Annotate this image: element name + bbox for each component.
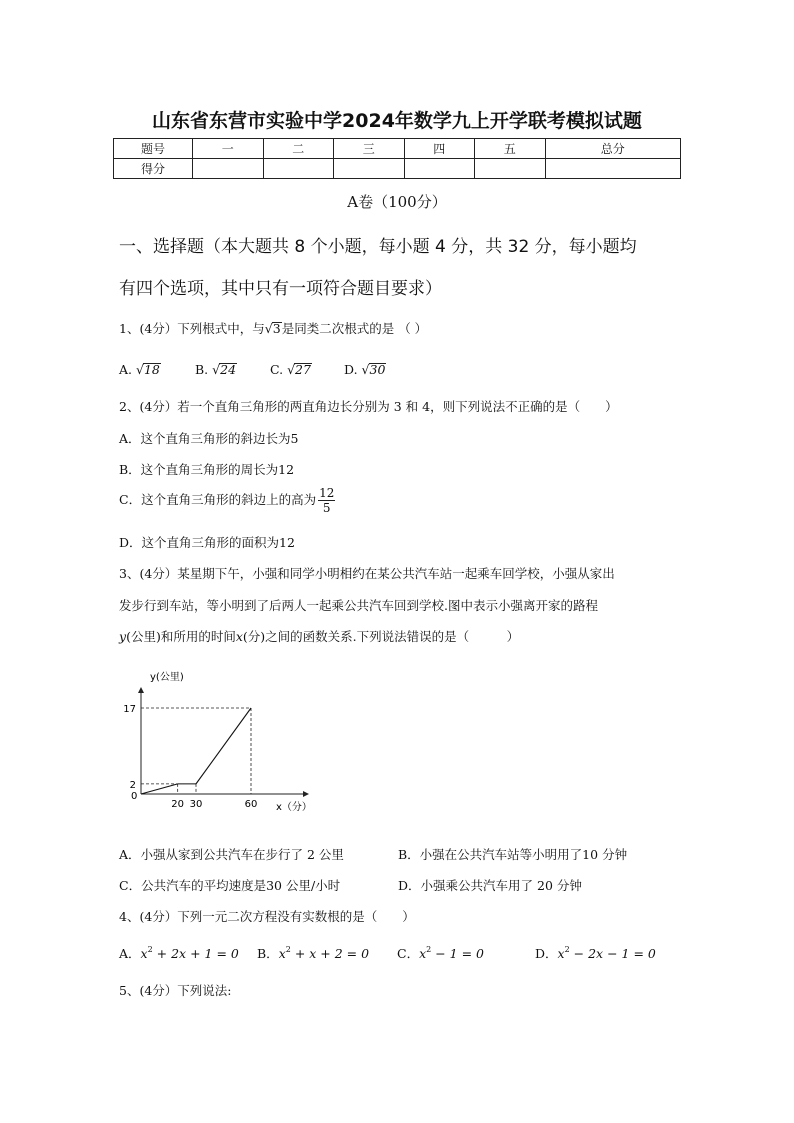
section-heading-line1: 一、选择题（本大题共 8 个小题，每小题 4 分，共 32 分，每小题均 [119,237,637,257]
section-heading-line2: 有四个选项，其中只有一项符合题目要求） [119,279,442,299]
x-axis-label: x（分） [276,802,312,813]
table-row [114,139,681,159]
question-4-option-a: A．$x^2 + 2x + 1 = 0$ [119,945,239,961]
table-cell: 四 [404,139,475,159]
volume-heading: A卷（100分） [347,193,447,211]
table-cell: 三 [334,139,405,159]
question-3-option-d: D．小强乘公共汽车用了 20 分钟 [398,878,582,893]
question-3-line2: 发步行到车站，等小明到了后两人一起乘公共汽车回到学校.图中表示小强离开家的路程 [119,598,598,613]
question-1-option-a: A. √18 [119,362,160,377]
y-axis-label: y(公里) [150,672,184,683]
distance-time-graph [110,660,340,820]
score-cell [263,159,334,179]
fraction: $\frac{12}{5}$ [319,486,335,515]
question-2-option-c: C．这个直角三角形的斜边上的高为 $\frac{12}{5}$ [119,486,335,515]
question-1-option-b: B. √24 [195,362,237,377]
question-2-stem: 2、(4分）若一个直角三角形的两直角边长分别为 3 和 4，则下列说法不正确的是（ ） [119,399,618,414]
question-4-stem: 4、(4分）下列一元二次方程没有实数根的是（ ） [119,909,415,924]
question-2-option-d: D．这个直角三角形的面积为12 [119,535,295,550]
question-4-option-d: D．$x^2 - 2x - 1 = 0$ [535,945,656,961]
table-cell: 得分 [114,159,193,179]
question-1-option-d: D. √30 [344,362,386,377]
question-3-option-b: B．小强在公共汽车站等小明用了10 分钟 [398,847,628,862]
score-cell [545,159,681,179]
question-1-option-c: C. √27 [270,362,311,377]
score-cell [193,159,264,179]
table-cell: 五 [475,139,546,159]
score-cell [334,159,405,179]
score-cell [475,159,546,179]
question-4-option-b: B．$x^2 + x + 2 = 0$ [257,945,370,961]
table-cell: 总分 [545,139,681,159]
origin-label: 0 [131,791,138,802]
score-table [113,138,681,179]
table-row [114,159,681,179]
series-segment-3 [196,708,251,784]
radicand: 3 [272,321,281,336]
question-3-option-c: C．公共汽车的平均速度是30 公里/小时 [119,878,341,893]
series-segment-1 [141,784,178,794]
question-3-option-a: A．小强从家到公共汽车在步行了 2 公里 [119,847,344,862]
question-2-option-a: A．这个直角三角形的斜边长为5 [119,431,299,446]
question-4-option-c: C．$x^2 - 1 = 0$ [397,945,484,961]
score-cell [404,159,475,179]
table-cell: 二 [263,139,334,159]
x-tick-label: 60 [244,799,258,810]
question-5-stem: 5、(4分）下列说法: [119,983,232,998]
table-cell: 一 [193,139,264,159]
question-3-line3: y(公里)和所用的时间x(分)之间的函数关系.下列说法错误的是（ ） [119,629,520,644]
page-title: 山东省东营市实验中学2024年数学九上开学联考模拟试题 [152,110,642,132]
x-tick-label: 20 [171,799,185,810]
question-3-line1: 3、(4分）某星期下午，小强和同学小明相约在某公共汽车站一起乘车回学校，小强从家出 [119,566,615,581]
question-2-option-b: B．这个直角三角形的周长为12 [119,462,295,477]
y-tick-label: 17 [123,704,136,715]
y-tick-label: 2 [129,779,136,791]
table-cell: 题号 [114,139,193,159]
question-1-stem: 1、(4分）下列根式中，与√3是同类二次根式的是 （ ） [119,321,428,336]
x-tick-label: 30 [189,799,203,810]
